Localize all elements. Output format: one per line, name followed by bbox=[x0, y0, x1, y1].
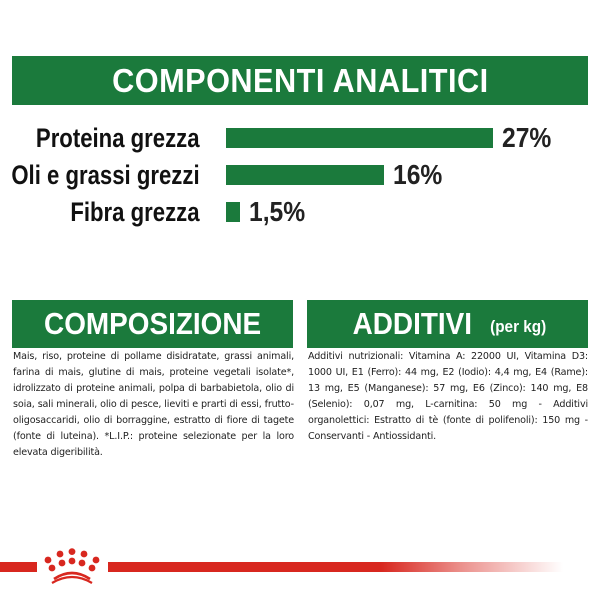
bar-protein bbox=[226, 128, 493, 148]
analytics-title-banner bbox=[12, 56, 588, 105]
brand-line-right bbox=[108, 562, 563, 572]
row-label: Fibra grezza bbox=[70, 197, 200, 227]
row-value: 16% bbox=[393, 159, 443, 190]
crown-icon bbox=[40, 548, 104, 590]
row-label: Proteina grezza bbox=[36, 123, 200, 153]
composition-title: COMPOSIZIONE bbox=[43, 306, 262, 341]
row-value: 1,5% bbox=[249, 196, 306, 227]
brand-line-left bbox=[0, 562, 37, 572]
row-value: 27% bbox=[502, 122, 552, 153]
additives-title: ADDITIVI bbox=[352, 306, 473, 341]
bar-fat bbox=[226, 165, 384, 185]
chart-row-fat bbox=[0, 160, 600, 190]
additives-title-banner bbox=[307, 300, 588, 348]
additives-text: Additivi nutrizionali: Vitamina A: 22000 UI, Vitamina D3: 1000 UI, E1 (Ferro): 44 mg, E2 (Iodio): 4,4 mg, E4 (Rame): 13 mg, E5 (Manganese): 57 mg, E6 (Zinco): 140 mg, E8 (Selenio): 0,07 mg, L-carnitina: 50 mg - Additivi organolettici: Estratto di tè (fonte di polifenoli): 150 mg - Conservanti - Antiossidanti. bbox=[308, 351, 588, 442]
row-label: Oli e grassi grezzi bbox=[11, 160, 200, 190]
composition-text: Mais, riso, proteine di pollame disidratate, grassi animali, farina di mais, glutine di mais, proteine vegetali isolate*, idrolizzato di proteine animali, polpa di barbabietola, olio di soia, sali minerali, olio di pesce, lieviti e prarti di essi, frutto-oligosaccaridi, olio di borraggine, estratto di fiore di tagete (fonte di luteina). *L.I.P.: proteine selezionate per la loro elevata digeribilità. bbox=[13, 351, 294, 458]
additives-subtitle: (per kg) bbox=[489, 317, 546, 336]
composition-title-banner bbox=[12, 300, 293, 348]
chart-row-protein bbox=[0, 123, 600, 153]
bar-fibre bbox=[226, 202, 240, 222]
chart-row-fibre bbox=[0, 197, 600, 227]
analytics-title: COMPONENTI ANALITICI bbox=[111, 61, 489, 99]
